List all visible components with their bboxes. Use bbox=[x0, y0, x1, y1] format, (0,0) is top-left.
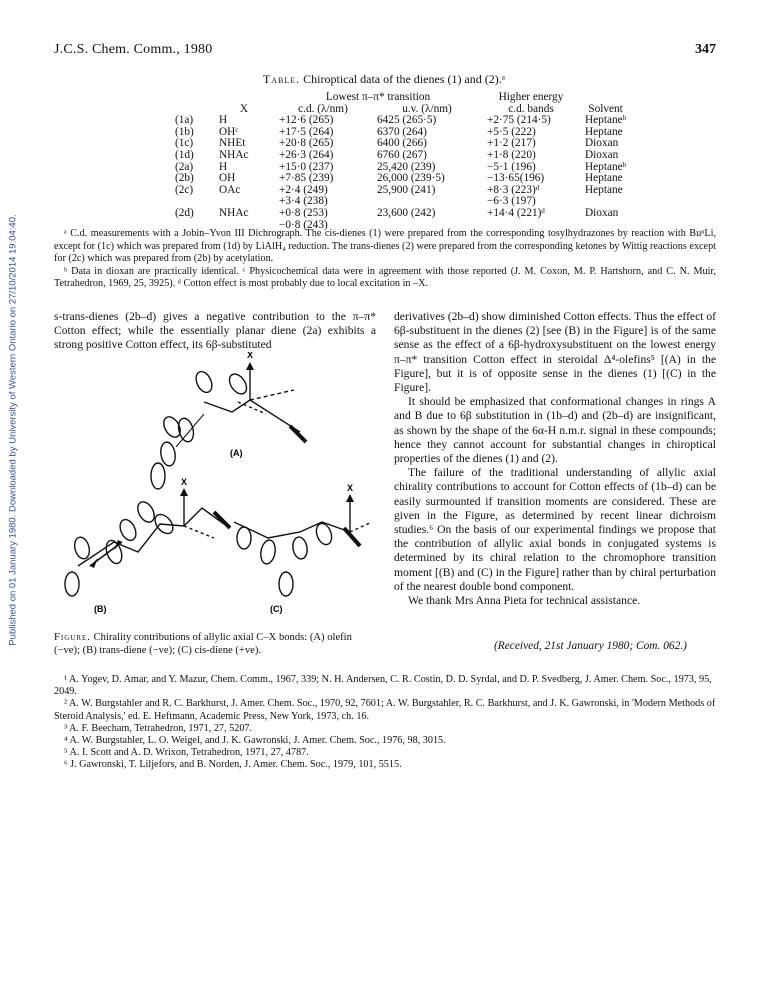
table-caption-label: Table. bbox=[262, 72, 301, 86]
table-cell: Dioxan bbox=[585, 206, 619, 219]
reference: ³ A. F. Beecham, Tetrahedron, 1971, 27, 5207. bbox=[64, 722, 253, 734]
table-row bbox=[170, 208, 631, 220]
reference: ⁶ J. Gawronski, T. Liljefors, and B. Norden, J. Amer. Chem. Soc., 1979, 101, 5515. bbox=[64, 759, 402, 771]
table-caption bbox=[0, 72, 768, 87]
table-cell: Heptaneᵇ bbox=[585, 114, 627, 127]
table-cell: +14·4 (221)ᵈ bbox=[487, 206, 545, 219]
col-header: Solvent bbox=[588, 102, 623, 115]
chiroptical-data-table bbox=[170, 92, 631, 231]
table-cell: 6370 (264) bbox=[377, 125, 427, 138]
table-cell: Heptane bbox=[585, 125, 623, 138]
figure-caption-label: Figure. bbox=[54, 632, 91, 643]
table-cell: 6760 (267) bbox=[377, 148, 427, 161]
figure-drawing bbox=[54, 352, 374, 627]
table-caption-text: Chiroptical data of the dienes (1) and (2).ᵃ bbox=[303, 72, 506, 86]
table-cell: +2·4 (249) bbox=[279, 183, 328, 196]
table-cell: (2d) bbox=[175, 206, 194, 219]
table-cell: −6·3 (197) bbox=[487, 195, 536, 208]
table-cell: +3·4 (238) bbox=[279, 195, 328, 208]
x-label-b: X bbox=[181, 477, 188, 487]
right-paragraph: derivatives (2b–d) show diminished Cotton effects. Thus the effect of 6β-substituent in the dienes (2) [see (B) in the Figure] is of the same sense as the effect of a 6β-hydroxysubstituent on the lowest energy π–π* transition Cotton effect in steroidal Δ⁴-olefins⁵ [(A) in the Figure], but it is of opposite sense in the dienes (1) [(C) in the Figure]. bbox=[394, 310, 716, 395]
figure-caption-text: Chirality contributions of allylic axial C–X bonds: (A) olefin (−ve); (B) trans-diene (−ve); (C) cis-diene (+ve). bbox=[54, 632, 352, 656]
table-cell: NHEt bbox=[219, 137, 246, 150]
figure-label-a: (A) bbox=[230, 448, 243, 458]
table-cell: 6425 (265·5) bbox=[377, 114, 437, 127]
table-cell: OH bbox=[219, 172, 236, 185]
figure-caption bbox=[54, 632, 376, 658]
right-paragraph: The failure of the traditional understanding of allylic axial chirality contributions to account for Cotton effects of (1b–d) can be easily surmounted if transition moments are considered. These are given in the Figure, as determined by recent linear dichroism studies.⁶ On the basis of our experimental findings we propose that the contribution of allylic axial bonds in conjugated systems is determined by its chiral relation to the chromophore transition moment [(B) and (C) in the Figure] rather than by chiral perturbation of the nearest double bond component. bbox=[394, 466, 716, 593]
table-cell: (1d) bbox=[175, 148, 194, 161]
table-cell: Heptane bbox=[585, 183, 623, 196]
table-cell: +7·85 (239) bbox=[279, 172, 334, 185]
table-cell: +1·8 (220) bbox=[487, 148, 536, 161]
table-cell: NHAc bbox=[219, 148, 249, 161]
figure-label-c: (C) bbox=[270, 604, 283, 614]
table-cell: H bbox=[219, 160, 228, 173]
table-cell: 25,900 (241) bbox=[377, 183, 436, 196]
group-header-higher: Higher energy bbox=[498, 91, 564, 103]
right-column-text bbox=[394, 310, 716, 608]
group-header-lowest: Lowest π–π* transition bbox=[325, 91, 431, 103]
table-cell: (2c) bbox=[175, 183, 194, 196]
table-cell: +5·5 (222) bbox=[487, 125, 536, 138]
left-paragraph: s-trans-dienes (2b–d) gives a negative contribution to the π–π* Cotton effect; while the essentially planar diene (2a) exhibits a strong positive Cotton effect, its 6β-substituted bbox=[54, 310, 376, 352]
journal-header: J.C.S. Chem. Comm., 1980 bbox=[54, 42, 213, 57]
footnote: ᵇ Data in dioxan are practically identical. ᶜ Physicochemical data were in agreement with those reported (J. M. Coxon, M. P. Hartshorn, and C. N. Muir, Tetrahedron, 1969, 25, 3925). ᵈ Cotton effect is most probably due to local excitation in –X. bbox=[54, 265, 716, 290]
table-cell: 6400 (266) bbox=[377, 137, 427, 150]
table-cell: 26,000 (239·5) bbox=[377, 172, 445, 185]
figure-label-b: (B) bbox=[94, 604, 107, 614]
left-column-text bbox=[54, 310, 376, 353]
col-header: c.d. bands bbox=[508, 102, 554, 115]
table-cell: +20·8 (265) bbox=[279, 137, 334, 150]
table-cell: (1a) bbox=[175, 114, 194, 127]
reference: ⁵ A. I. Scott and A. D. Wrixon, Tetrahedron, 1971, 27, 4787. bbox=[64, 747, 309, 759]
table-cell: −0·8 (243) bbox=[279, 218, 328, 231]
table-cell: Heptane bbox=[585, 172, 623, 185]
table-cell: +2·75 (214·5) bbox=[487, 114, 551, 127]
table-cell: −13·65(196) bbox=[487, 172, 545, 185]
table-cell: −5·1 (196) bbox=[487, 160, 536, 173]
figure-c-cis-diene bbox=[234, 498, 372, 596]
table-cell: +1·2 (217) bbox=[487, 137, 536, 150]
reference: ¹ A. Yogev, D. Amar, and Y. Mazur, Chem. Comm., 1967, 339; N. H. Andersen, C. R. Costin, D. D. Syrdal, and D. P. Svedberg, J. Amer. Chem. Soc., 1973, 95, 2049. bbox=[54, 674, 712, 698]
table-cell: (1b) bbox=[175, 125, 194, 138]
table-row bbox=[170, 185, 631, 197]
table-footnotes bbox=[54, 228, 716, 291]
table-cell: NHAc bbox=[219, 206, 249, 219]
table-cell: +0·8 (253) bbox=[279, 206, 328, 219]
table-cell: OAc bbox=[219, 183, 241, 196]
page-number: 347 bbox=[695, 42, 716, 57]
table-row bbox=[170, 173, 631, 185]
table-cell: (2b) bbox=[175, 172, 194, 185]
x-label-c: X bbox=[347, 483, 354, 493]
received-line: (Received, 21st January 1980; Com. 062.) bbox=[494, 640, 687, 652]
reference: ² A. W. Burgstahler and R. C. Barkhurst, J. Amer. Chem. Soc., 1970, 92, 7601; A. W. Burgstahler, R. C. Barkhurst, and J. K. Gawronski, in 'Modern Methods of Steroid Analysis,' ed. E. Heftmann, Academic Press, New York, 1973, ch. 16. bbox=[54, 698, 716, 722]
table-cell: +15·0 (237) bbox=[279, 160, 334, 173]
table-cell: 25,420 (239) bbox=[377, 160, 436, 173]
table-cell: (2a) bbox=[175, 160, 194, 173]
table-cell: +8·3 (223)ᵈ bbox=[487, 183, 540, 196]
right-paragraph: It should be emphasized that conformational changes in rings A and B due to 6β substitution in (1b–d) and (2b–d) are insignificant, as shown by the shape of the 6α-H n.m.r. signal in these compounds; hence they cannot account for substantial changes in chiroptical properties of the dienes (1) and (2). bbox=[394, 395, 716, 466]
reference: ⁴ A. W. Burgstahler, L. O. Weigel, and J. K. Gawronski, J. Amer. Chem. Soc., 1976, 98, 3015. bbox=[64, 735, 446, 747]
col-header: X bbox=[239, 102, 249, 115]
figure-b-trans-diene bbox=[65, 492, 230, 596]
table-row bbox=[170, 150, 631, 162]
table-cell: OHᶜ bbox=[219, 125, 239, 138]
figure-a-olefin bbox=[151, 366, 306, 489]
table-cell: 23,600 (242) bbox=[377, 206, 436, 219]
chirality-figure bbox=[54, 352, 374, 627]
table-cell: Dioxan bbox=[585, 137, 619, 150]
col-header: u.v. (λ/nm) bbox=[402, 102, 452, 115]
table-cell: H bbox=[219, 114, 228, 127]
table-cell: +12·6 (265) bbox=[279, 114, 334, 127]
download-watermark: Published on 01 January 1980. Downloaded by University of Western Ontario on 27/10/2014 19:04:40. bbox=[7, 214, 19, 646]
x-label-a: X bbox=[247, 352, 254, 360]
references bbox=[54, 674, 716, 772]
table-cell: +17·5 (264) bbox=[279, 125, 334, 138]
table-cell: (1c) bbox=[175, 137, 194, 150]
table-cell: Dioxan bbox=[585, 148, 619, 161]
table-cell: Heptaneᵇ bbox=[585, 160, 627, 173]
footnote: ᵃ C.d. measurements with a Jobin–Yvon III Dichrograph. The cis-dienes (1) were prepared from the corresponding tosylhydrazones by reaction with BuⁿLi, except for (1c) which was prepared from (1d) by LiAlH₄ reduction. The trans-dienes (2) were prepared from the corresponding ketones by Wittig reactions except for (2c) which was prepared from (2b) by acetylation. bbox=[54, 228, 716, 265]
col-header: c.d. (λ/nm) bbox=[298, 102, 348, 115]
right-paragraph: We thank Mrs Anna Pieta for technical assistance. bbox=[408, 594, 641, 608]
table-cell: +26·3 (264) bbox=[279, 148, 334, 161]
